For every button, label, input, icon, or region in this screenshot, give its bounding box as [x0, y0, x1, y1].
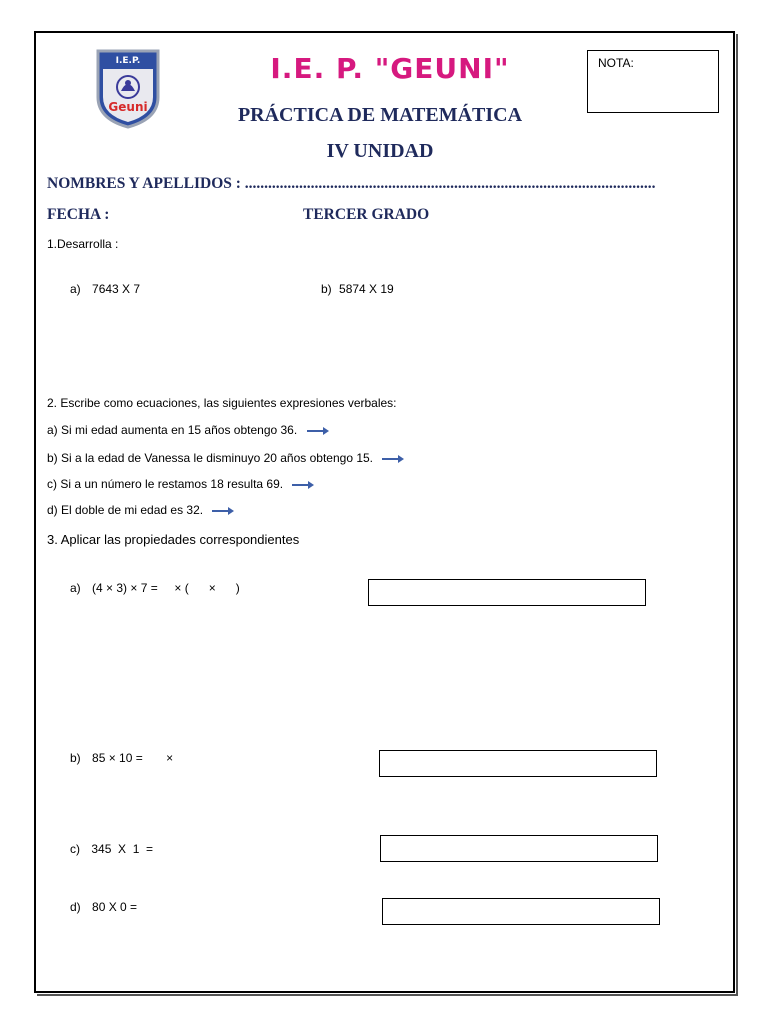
- answer-box-a[interactable]: [368, 579, 646, 606]
- answer-box-c[interactable]: [380, 835, 658, 862]
- statement-text: c) Si a un número le restamos 18 resulta 69.: [47, 477, 284, 491]
- item-letter: c): [70, 842, 80, 856]
- unit-heading: IV UNIDAD: [326, 140, 434, 162]
- item-expression: 345 X 1 =: [91, 842, 154, 856]
- property-item-d: [70, 900, 137, 914]
- statement-text: b) Si a la edad de Vanessa le disminuyo 20 años obtengo 15.: [47, 451, 374, 465]
- worksheet-subtitle: PRÁCTICA DE MATEMÁTICA: [237, 104, 523, 126]
- answer-box-d[interactable]: [382, 898, 660, 925]
- list-item: [47, 451, 404, 465]
- crest-top-text: I.E.P.: [115, 56, 141, 66]
- section-2-title: 2. Escribe como ecuaciones, las siguientes expresiones verbales:: [47, 396, 397, 410]
- nota-box[interactable]: [587, 50, 719, 113]
- right-arrow-icon: [307, 427, 329, 435]
- item-letter: b): [321, 282, 332, 296]
- list-item: [47, 477, 314, 491]
- list-item: [47, 503, 234, 517]
- crest-brand-text: Geuni: [108, 100, 148, 114]
- grade-label: TERCER GRADO: [303, 206, 430, 223]
- item-expression: 5874 X 19: [339, 282, 394, 296]
- names-field[interactable]: NOMBRES Y APELLIDOS : ..........................................................................................................: [47, 175, 656, 192]
- right-arrow-icon: [382, 455, 404, 463]
- school-name: I.E. P. "GEUNI": [270, 52, 510, 85]
- item-letter: b): [70, 751, 81, 765]
- list-item: [47, 423, 329, 437]
- item-letter: d): [70, 900, 81, 914]
- item-letter: a): [70, 581, 81, 595]
- section-1-item-b: [321, 282, 394, 296]
- section-3-title: 3. Aplicar las propiedades correspondientes: [47, 532, 300, 547]
- answer-box-b[interactable]: [379, 750, 657, 777]
- statement-text: d) El doble de mi edad es 32.: [47, 503, 204, 517]
- property-item-a: [70, 581, 240, 595]
- section-1-item-a: [70, 282, 140, 296]
- nota-label: NOTA:: [598, 56, 634, 70]
- property-item-b: [70, 751, 173, 765]
- statement-text: a) Si mi edad aumenta en 15 años obtengo 36.: [47, 423, 298, 437]
- item-letter: a): [70, 282, 81, 296]
- item-expression: 85 × 10 = ×: [92, 751, 174, 765]
- item-expression: (4 × 3) × 7 = × ( × ): [92, 581, 240, 595]
- property-item-c: [70, 842, 153, 856]
- right-arrow-icon: [292, 481, 314, 489]
- school-crest-icon: [95, 47, 161, 129]
- right-arrow-icon: [212, 507, 234, 515]
- date-field[interactable]: FECHA :: [47, 206, 110, 223]
- section-1-title: 1.Desarrolla :: [47, 237, 119, 251]
- item-expression: 7643 X 7: [92, 282, 141, 296]
- item-expression: 80 X 0 =: [92, 900, 138, 914]
